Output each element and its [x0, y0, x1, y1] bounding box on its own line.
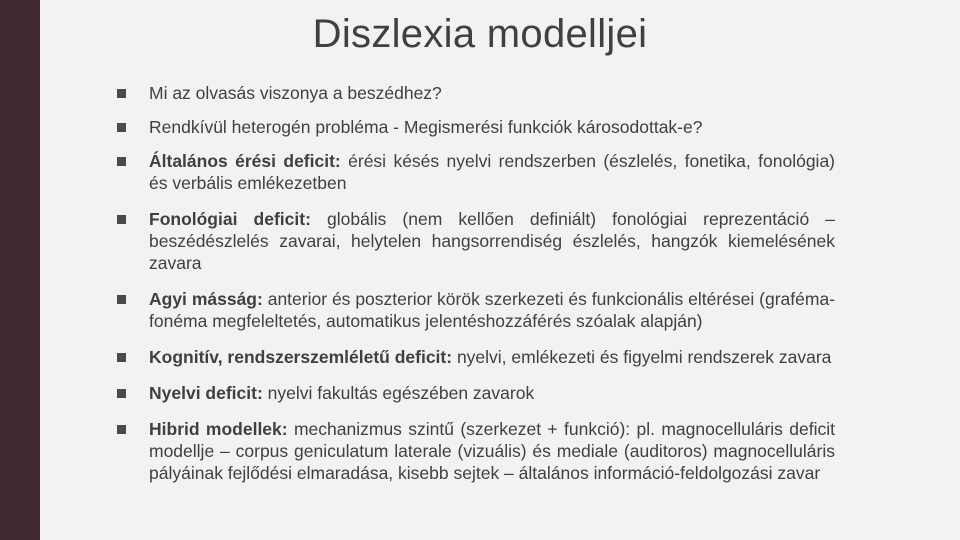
- bullet-term: Agyi másság:: [149, 289, 263, 309]
- bullet-item: [113, 346, 835, 368]
- bullet-text: globális (nem kellően definiált) fonológiai reprezentáció – beszédészlelés zavarai, helytelen hangsorrendiség észlelés, hangzók kiemelésének zavara: [149, 209, 835, 273]
- square-bullet-icon: [117, 89, 126, 98]
- bullet-item: [113, 116, 835, 138]
- bullet-item: [113, 288, 835, 332]
- bullet-list: [113, 82, 835, 498]
- square-bullet-icon: [117, 353, 126, 362]
- side-accent-bar: [0, 0, 40, 540]
- bullet-text: nyelvi fakultás egészében zavarok: [262, 383, 535, 403]
- bullet-text: Mi az olvasás viszonya a beszédhez?: [149, 83, 442, 103]
- bullet-term: Hibrid modellek:: [149, 419, 288, 439]
- bullet-text: Rendkívül heterogén probléma - Megismerési funkciók károsodottak-e?: [149, 117, 703, 137]
- square-bullet-icon: [117, 389, 126, 398]
- bullet-term: Fonológiai deficit:: [149, 209, 311, 229]
- square-bullet-icon: [117, 157, 126, 166]
- square-bullet-icon: [117, 425, 126, 434]
- bullet-text: anterior és poszterior körök szerkezeti és funkcionális eltérései (graféma-fonéma megfeleltetés, automatikus jelentéshozzáférés szóalak alapján): [149, 289, 835, 331]
- bullet-item: [113, 82, 835, 104]
- bullet-item: [113, 208, 835, 274]
- square-bullet-icon: [117, 215, 126, 224]
- bullet-text: érési késés nyelvi rendszerben (észlelés, fonetika, fonológia) és verbális emlékezetben: [149, 151, 835, 193]
- bullet-item: [113, 150, 835, 194]
- bullet-text: nyelvi, emlékezeti és figyelmi rendszerek zavara: [452, 347, 832, 367]
- square-bullet-icon: [117, 123, 126, 132]
- slide-title: Diszlexia modelljei: [312, 12, 648, 56]
- bullet-term: Kognitív, rendszerszemléletű deficit:: [149, 347, 453, 367]
- square-bullet-icon: [117, 295, 126, 304]
- bullet-term: Általános érési deficit:: [149, 151, 341, 171]
- bullet-term: Nyelvi deficit:: [149, 383, 263, 403]
- bullet-item: [113, 382, 835, 404]
- bullet-text: mechanizmus szintű (szerkezet + funkció): pl. magnocelluláris deficit modellje – corpus geniculatum laterale (vizuális) és mediale (auditoros) magnocelluláris pályáinak fejlődési elmaradása, kisebb sejtek – általános információ-feldolgozási zavar: [149, 419, 835, 483]
- bullet-item: [113, 418, 835, 484]
